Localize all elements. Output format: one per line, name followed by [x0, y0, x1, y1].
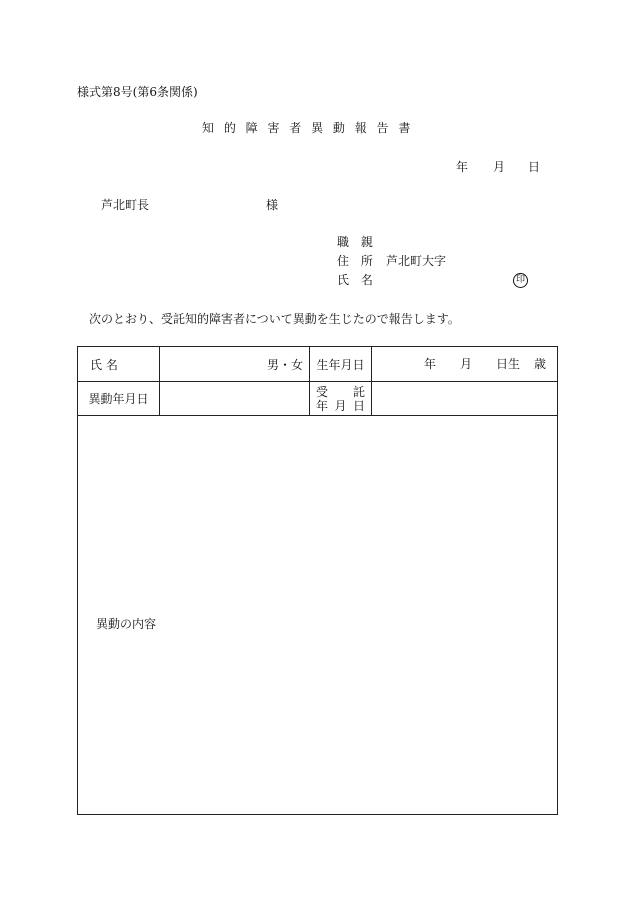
age: 歳 [534, 357, 547, 371]
seal-icon: 印 [513, 273, 528, 288]
date-day: 日 [528, 160, 541, 174]
report-table [77, 346, 558, 815]
birthdate-value-cell[interactable] [372, 347, 558, 382]
change-date-header-cell [78, 382, 160, 416]
name-header-cell [78, 347, 160, 382]
statement: 次のとおり、受託知的障害者について異動を生じたので報告します。 [89, 312, 460, 326]
birth-month: 月 [460, 357, 473, 371]
entrust-date-value-cell[interactable] [372, 382, 558, 416]
date-year: 年 [456, 160, 469, 174]
name-value-cell[interactable] [160, 347, 310, 382]
entrust-label-top: 受 託 [316, 384, 365, 399]
table-row [78, 382, 558, 416]
change-date-header: 異動年月日 [88, 392, 149, 406]
document-title: 知 的 障 害 者 異 動 報 告 書 [202, 121, 414, 135]
entrust-date-header-cell [310, 382, 372, 416]
change-content-cell[interactable] [78, 416, 558, 815]
name-label: 氏 名 [337, 273, 377, 287]
address-value: 芦北町大字 [386, 254, 447, 268]
birth-year: 年 [424, 357, 437, 371]
addressee-name: 芦北町長 [101, 198, 150, 212]
change-date-value-cell[interactable] [160, 382, 310, 416]
name-header-text: 氏 名 [90, 357, 118, 372]
address-label: 住 所 [337, 254, 377, 268]
gender-option: 男・女 [266, 357, 303, 372]
entrust-label-bottom: 年 月 日 [316, 398, 365, 413]
birth-day-born: 日生 [496, 357, 521, 371]
birthdate-header: 生年月日 [316, 357, 365, 372]
table-row [78, 347, 558, 382]
form-number: 様式第8号(第6条関係) [77, 85, 198, 99]
date-month: 月 [493, 160, 506, 174]
change-content-label: 異動の内容 [96, 616, 157, 631]
addressee-honorific: 様 [266, 198, 279, 212]
occupation-label: 職 親 [337, 235, 377, 249]
table-row [78, 416, 558, 815]
birthdate-header-cell [310, 347, 372, 382]
name-header [90, 356, 147, 373]
